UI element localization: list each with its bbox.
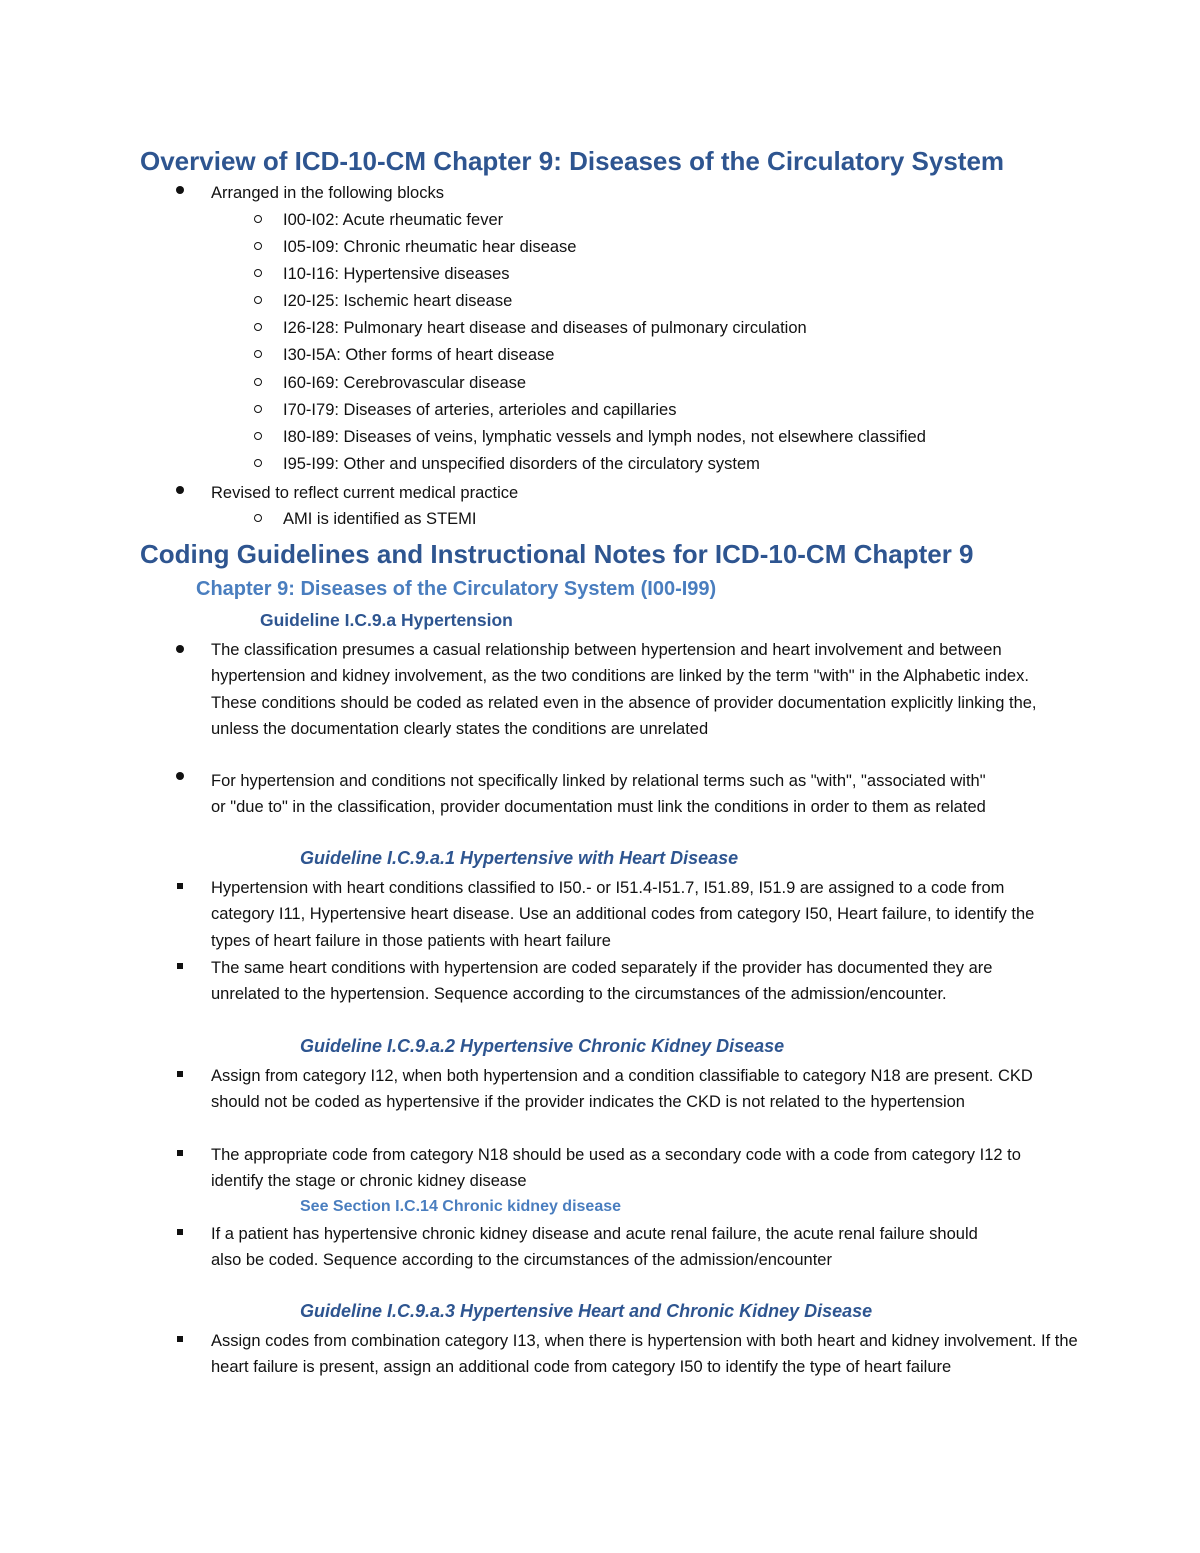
sub-bullet-circle bbox=[254, 378, 262, 386]
guideline-a1-heading: Guideline I.C.9.a.1 Hypertensive with Heart Disease bbox=[300, 848, 739, 868]
guideline-a-bullet-2: For hypertension and conditions not specifically linked by relational terms such as "with", "associated with" or "due to" in the classification, provider documentation must link the conditions in order to them as related bbox=[211, 772, 986, 817]
guideline-a1-bullet-2: The same heart conditions with hypertension are coded separately if the provider has documented they are unrelated to the hypertension. Sequence according to the circumstances of the admission/encounter. bbox=[211, 959, 993, 1004]
bullet-dot bbox=[176, 645, 184, 653]
sub-bullet-circle bbox=[254, 296, 262, 304]
bullet-square bbox=[177, 1229, 183, 1235]
bullet-square bbox=[177, 1150, 183, 1156]
bullet-dot bbox=[176, 772, 184, 780]
guideline-a3-heading: Guideline I.C.9.a.3 Hypertensive Heart and Chronic Kidney Disease bbox=[300, 1301, 873, 1321]
bullet-dot bbox=[176, 186, 184, 194]
block-item: I00-I02: Acute rheumatic fever bbox=[283, 211, 504, 229]
sub-bullet-circle bbox=[254, 514, 262, 522]
sub-bullet-circle bbox=[254, 269, 262, 277]
sub-bullet-circle bbox=[254, 432, 262, 440]
bullet-dot bbox=[176, 486, 184, 494]
bullet-square bbox=[177, 963, 183, 969]
block-item: I10-I16: Hypertensive diseases bbox=[283, 265, 510, 283]
coding-guidelines-title: Coding Guidelines and Instructional Notes for ICD-10-CM Chapter 9 bbox=[140, 539, 974, 569]
sub-bullet-circle bbox=[254, 242, 262, 250]
block-item: I30-I5A: Other forms of heart disease bbox=[283, 346, 555, 364]
guideline-a2-bullet-2: The appropriate code from category N18 should be used as a secondary code with a code from category I12 to identify the stage or chronic kidney disease bbox=[211, 1146, 1021, 1191]
bullet-square bbox=[177, 883, 183, 889]
guideline-a-bullet-1: The classification presumes a casual relationship between hypertension and heart involvement and between hypertension and kidney involvement, as the two conditions are linked by the term "with" in the Alphabetic index. These conditions should be coded as related even in the absence of provider documentation explicitly linking the, unless the documentation clearly states the conditions are unrelated bbox=[211, 641, 1037, 739]
guideline-a-heading: Guideline I.C.9.a Hypertension bbox=[260, 610, 513, 630]
block-item: I80-I89: Diseases of veins, lymphatic vessels and lymph nodes, not elsewhere classified bbox=[283, 428, 926, 446]
overview-title: Overview of ICD-10-CM Chapter 9: Diseases of the Circulatory System bbox=[140, 146, 1005, 176]
sub-bullet-circle bbox=[254, 405, 262, 413]
block-item: I70-I79: Diseases of arteries, arterioles and capillaries bbox=[283, 401, 677, 419]
bullet-square bbox=[177, 1071, 183, 1077]
sub-bullet-circle bbox=[254, 350, 262, 358]
overview-bullet-revised: Revised to reflect current medical practice bbox=[211, 484, 519, 502]
guideline-a2-bullet-3: If a patient has hypertensive chronic kidney disease and acute renal failure, the acute renal failure should also be coded. Sequence according to the circumstances of the admission/encounter bbox=[211, 1225, 978, 1270]
guideline-a2-heading: Guideline I.C.9.a.2 Hypertensive Chronic Kidney Disease bbox=[300, 1036, 785, 1056]
block-item: I20-I25: Ischemic heart disease bbox=[283, 292, 513, 310]
block-item: I05-I09: Chronic rheumatic hear disease bbox=[283, 238, 577, 256]
guideline-a1-bullet-1: Hypertension with heart conditions classified to I50.- or I51.4-I51.7, I51.89, I51.9 are assigned to a code from category I11, Hypertensive heart disease. Use an additional codes from category I50, Heart failure, to identify the types of heart failure in those patients with heart failure bbox=[211, 879, 1035, 950]
revised-sub-item: AMI is identified as STEMI bbox=[283, 510, 477, 528]
sub-bullet-circle bbox=[254, 323, 262, 331]
block-item: I95-I99: Other and unspecified disorders of the circulatory system bbox=[283, 455, 760, 473]
block-item: I26-I28: Pulmonary heart disease and diseases of pulmonary circulation bbox=[283, 319, 807, 337]
sub-bullet-circle bbox=[254, 459, 262, 467]
guideline-a2-bullet-1: Assign from category I12, when both hypertension and a condition classifiable to category N18 are present. CKD should not be coded as hypertensive if the provider indicates the CKD is not related to the hypertension bbox=[211, 1067, 1033, 1112]
guideline-a3-bullet-1: Assign codes from combination category I13, when there is hypertension with both heart and kidney involvement. If the heart failure is present, assign an additional code from category I50 to identify the type of heart failure bbox=[211, 1332, 1078, 1377]
overview-bullet-arranged: Arranged in the following blocks bbox=[211, 184, 444, 202]
see-section-link[interactable]: See Section I.C.14 Chronic kidney disease bbox=[300, 1198, 622, 1215]
bullet-square bbox=[177, 1336, 183, 1342]
block-item: I60-I69: Cerebrovascular disease bbox=[283, 374, 527, 392]
chapter-heading: Chapter 9: Diseases of the Circulatory System (I00-I99) bbox=[196, 578, 717, 600]
sub-bullet-circle bbox=[254, 215, 262, 223]
